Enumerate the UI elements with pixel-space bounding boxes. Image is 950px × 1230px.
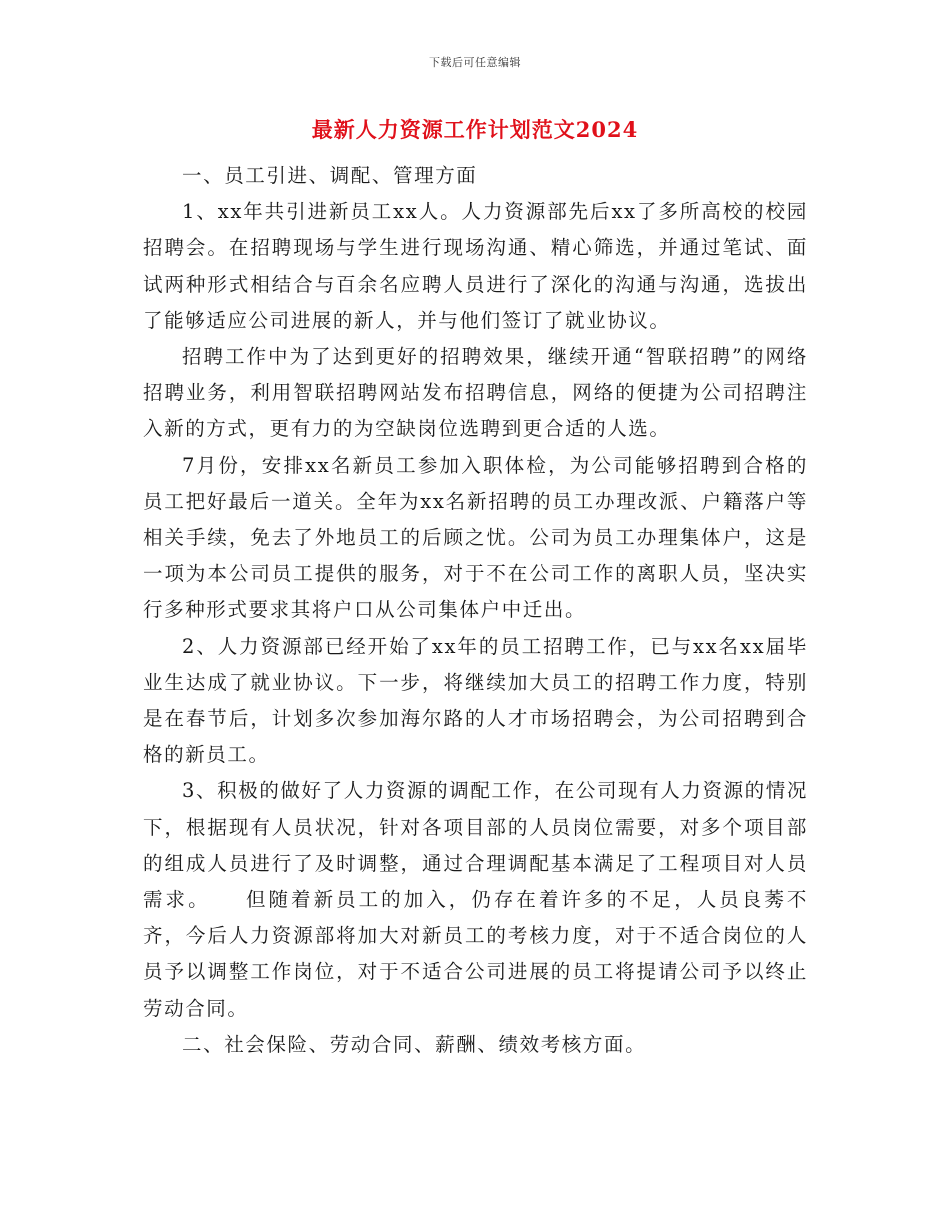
document-title: 最新人力资源工作计划范文2024	[311, 117, 639, 142]
section-heading-1: 一、员工引进、调配、管理方面	[182, 164, 478, 187]
paragraph: 3、积极的做好了人力资源的调配工作，在公司现有人力资源的情况下，根据现有人员状况，针对各项目部的人员岗位需要，对多个项目部的组成人员进行了及时调整，通过合理调配基本满足了工程项目对人员需求。 但随着新员工的加入，仍存在着许多的不足，人员良莠不齐，今后人力资源部将加大对新员工的考核力度，对于不适合岗位的人员予以调整工作岗位，对于不适合公司进展的员工将提请公司予以终止劳动合同。	[143, 779, 808, 1020]
header-note: 下载后可任意编辑	[429, 56, 521, 69]
document-body	[143, 158, 808, 1063]
paragraph: 1、xx年共引进新员工xx人。人力资源部先后xx了多所高校的校园招聘会。在招聘现场与学生进行现场沟通、精心筛选，并通过笔试、面试两种形式相结合与百余名应聘人员进行了深化的沟通与沟通，选拔出了能够适应公司进展的新人，并与他们签订了就业协议。	[143, 200, 808, 332]
paragraph: 招聘工作中为了达到更好的招聘效果，继续开通“智联招聘”的网络招聘业务，利用智联招聘网站发布招聘信息，网络的便捷为公司招聘注入新的方式，更有力的为空缺岗位选聘到更合适的人选。	[143, 345, 808, 441]
paragraph: 7月份，安排xx名新员工参加入职体检，为公司能够招聘到合格的员工把好最后一道关。全年为xx名新招聘的员工办理改派、户籍落户等相关手续，免去了外地员工的后顾之忧。公司为员工办理集体户，这是一项为本公司员工提供的服务，对于不在公司工作的离职人员，坚决实行多种形式要求其将户口从公司集体户中迁出。	[143, 453, 808, 622]
section-heading-2: 二、社会保险、劳动合同、薪酬、绩效考核方面。	[182, 1032, 647, 1056]
paragraph: 2、人力资源部已经开始了xx年的员工招聘工作，已与xx名xx届毕业生达成了就业协议。下一步，将继续加大员工的招聘工作力度，特别是在春节后，计划多次参加海尔路的人才市场招聘会，为公司招聘到合格的新员工。	[143, 634, 808, 767]
